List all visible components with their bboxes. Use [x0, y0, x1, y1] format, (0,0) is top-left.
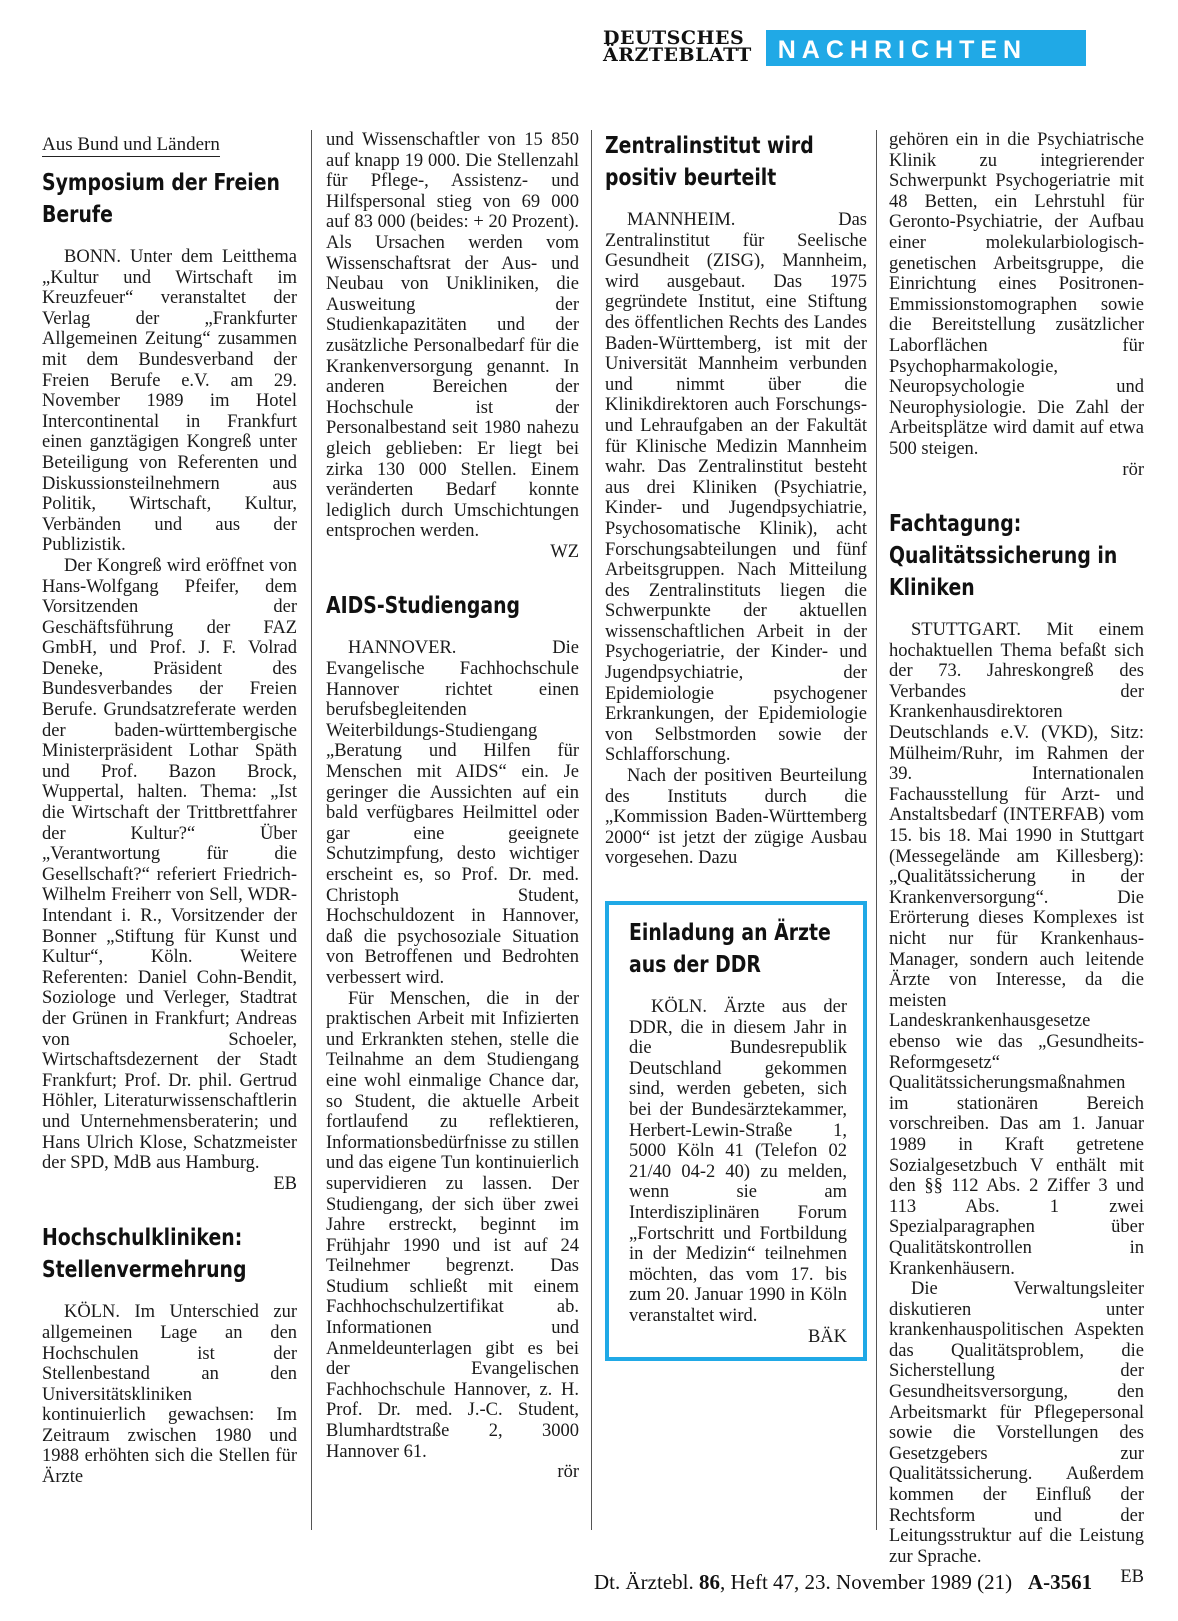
paragraph: HANNOVER. Die Evangelische Fachhochschule Hannover richtet einen berufsbegleitenden Weiterbildungs-Studiengang „Beratung und Hilfen für Menschen mit AIDS“ ein. Je geringer die Aussichten auf ein bald verfügbares Heilmittel oder gar eine geeignete Schutzimpfung, desto wichtiger erscheint es, so Prof. Dr. med. Christoph Student, Hochschuldozent in Hannover, daß die psychosoziale Situation von Betroffenen und Bedrohten verbessert wird. [326, 638, 579, 988]
footer-volume: 86 [698, 1570, 720, 1594]
journal-title-line2: ÄRZTEBLATT [603, 44, 752, 66]
headline-einladung: Einladung an Ärzte aus der DDR [629, 920, 831, 978]
column-rule [876, 130, 877, 1530]
info-box-ddr [605, 901, 867, 1361]
page-number: A-3561 [1027, 1570, 1093, 1594]
journal-title-line1: DEUTSCHES [603, 27, 745, 49]
paragraph: Die Verwaltungsleiter diskutieren unter krankenhauspolitischen Aspekten das Qualitätsproblem, die Sicherstellung der Gesundheitsversorgung, den Arbeitsmarkt für Pflegepersonal sowie die Vorstellungen des Gesetzgebers zur Qualitätssicherung. Außerdem kommen der Einfluß der Rechtsform und der Leitungsstruktur auf die Leistung zur Sprache. [889, 1279, 1144, 1567]
paragraph: und Wissenschaftler von 15 850 auf knapp 19 000. Die Stellenzahl für Pflege-, Assistenz- und Hilfspersonal stieg von 69 000 auf 83 000 (beides: + 20 Prozent). Als Ursachen werden vom Wissenschaftsrat der Aus- und Neubau von Unikliniken, die Ausweitung der Studienkapazitäten und der zusätzliche Personalbedarf für die Krankenversorgung genannt. In anderen Bereichen der Hochschule ist der Personalbestand seit 1980 nahezu gleich geblieben: Er liegt bei zirka 130 000 Stellen. Einem veränderten Bedarf konnte lediglich durch Umschichtungen entsprochen werden. [326, 130, 579, 542]
footer-issue: , Heft 47, 23. November 1989 (21) [719, 1570, 1013, 1594]
column-4 [889, 130, 1144, 1588]
article-hochschulkliniken-continued [326, 130, 579, 562]
column-3 [605, 130, 867, 1361]
paragraph: STUTTGART. Mit einem hochaktuellen Thema befaßt sich der 73. Jahreskongreß des Verbandes der Krankenhausdirektoren Deutschlands e.V. (VKD), Sitz: Mülheim/Ruhr, im Rahmen der 39. Internationalen Fachausstellung für Arzt- und Anstaltsbedarf (INTERFAB) vom 15. bis 18. Mai 1990 in Stuttgart (Messegelände am Killesberg): „Qualitätssicherung in der Krankenversorgung“. Die Erörterung dieses Komplexes ist nicht nur für Krankenhaus-Manager, sondern auch leitende Ärzte von Interesse, da die meisten Landeskrankenhausgesetze ebenso wie das „Gesundheits-Reformgesetz“ Qualitätssicherungsmaßnahmen im stationären Bereich vorschreiben. Das am 1. Januar 1989 in Kraft getretene Sozialgesetzbuch V enthält mit den §§ 112 Abs. 2 Ziffer 3 und 113 Abs. 1 zwei Spezialparagraphen über Qualitätskontrollen in Krankenhäusern. [889, 620, 1144, 1279]
paragraph: MANNHEIM. Das Zentralinstitut für Seelische Gesundheit (ZISG), Mannheim, wird ausgebaut. Das 1975 gegründete Institut, eine Stiftung des öffentlichen Rechts des Landes Baden-Württemberg, ist mit der Universität Mannheim verbunden und nimmt über die Klinikdirektoren auch Forschungs- und Lehraufgaben an der Fakultät für Klinische Medizin Mannheim wahr. Das Zentralinstitut besteht aus drei Kliniken (Psychiatrie, Kinder- und Jugendpsychiatrie, Psychosomatische Klinik), acht Forschungsabteilungen und fünf Arbeitsgruppen. Nach Mitteilung des Zentralinstituts liegen die Schwerpunkte der aktuellen wissenschaftlichen Arbeit in der Psychogeriatrie, der Kinder- und Jugendpsychiatrie, der Epidemiologie psychogener Erkrankungen, der Epidemiologie von Selbstmorden sowie der Schlafforschung. [605, 210, 867, 766]
paragraph: KÖLN. Im Unterschied zur allgemeinen Lage an den Hochschulen ist der Stellenbestand an den Universitätskliniken kontinuierlich gewachsen: Im Zeitraum zwischen 1980 und 1988 erhöhten sich die Stellen für Ärzte [42, 1302, 297, 1488]
column-2 [326, 130, 579, 1483]
paragraph: BONN. Unter dem Leitthema „Kultur und Wirtschaft im Kreuzfeuer“ veranstaltet der Verlag der „Frankfurter Allgemeinen Zeitung“ zusammen mit dem Bundesverband der Freien Berufe e.V. am 29. November 1989 im Hotel Intercontinental in Frankfurt einen ganztägigen Kongreß unter Beteiligung von Referenten und Diskussionsteilnehmern aus Politik, Wirtschaft, Kultur, Verbänden und aus der Publizistik. [42, 247, 297, 556]
column-rule [311, 130, 312, 1530]
article-zentralinstitut [605, 210, 867, 869]
journal-title [603, 27, 752, 66]
author-signature: EB [273, 1173, 297, 1194]
author-signature: WZ [550, 541, 579, 562]
headline-hochschulkliniken: Hochschulkliniken: Stellenvermehrung [42, 1225, 247, 1284]
author-signature: rör [1122, 459, 1144, 480]
column-1 [42, 130, 297, 1488]
article-zentralinstitut-continued [889, 130, 1144, 480]
paragraph: Für Menschen, die in der praktischen Arbeit mit Infizierten und Erkrankten stehen, stelle die Teilnahme an dem Studiengang eine wohl einmalige Chance dar, so Student, die aktuelle Arbeit fortlaufend zu reflektieren, Informationsbedürfnisse zu stillen und das eigene Tun kontinuierlich supervidieren zu lassen. Der Studiengang, der sich über zwei Jahre erstreckt, beginnt im Frühjahr 1990 und ist auf 24 Teilnehmer begrenzt. Das Studium schließt mit einem Fachhochschulzertifikat ab. Informationen und Anmeldeunterlagen gibt es bei der Evangelischen Fachhochschule Hannover, z. H. Prof. Dr. med. J.-C. Student, Blumhardtstraße 2, 3000 Hannover 61. [326, 988, 579, 1462]
headline-zentralinstitut: Zentralinstitut wird positiv beurteilt [605, 133, 814, 191]
headline-symposium: Symposium der Freien Berufe [42, 170, 280, 228]
paragraph: KÖLN. Ärzte aus der DDR, die in diesem Jahr in die Bundesrepublik Deutschland gekommen sind, werden gebeten, sich bei der Bundesärztekammer, Herbert-Lewin-Straße 1, 5000 Köln 41 (Telefon 02 21/40 04-2 40) zu melden, wenn sie am Interdisziplinären Forum „Fortschritt und Fortbildung in der Medizin“ teilnehmen möchten, das vom 17. bis zum 20. Januar 1990 in Köln veranstaltet wird. [629, 997, 847, 1326]
section-kicker: Aus Bund und Ländern [42, 134, 220, 155]
page-footer [594, 1570, 1092, 1595]
headline-fachtagung: Fachtagung: Qualitätssicherung in Kliniken [889, 511, 1118, 602]
article-fachtagung [889, 620, 1144, 1588]
author-signature: rör [557, 1462, 579, 1483]
article-symposium [42, 247, 297, 1194]
author-signature: EB [1120, 1567, 1144, 1588]
headline-aids-studiengang: AIDS-Studiengang [326, 593, 521, 620]
masthead [603, 27, 1086, 66]
article-einladung [629, 997, 847, 1347]
author-signature: BÄK [807, 1326, 847, 1347]
column-rule [591, 130, 592, 1530]
paragraph: Nach der positiven Beurteilung des Instituts durch die „Kommission Baden-Württemberg 2000“ ist jetzt der zügige Ausbau vorgesehen. Dazu [605, 766, 867, 869]
paragraph: Der Kongreß wird eröffnet von Hans-Wolfgang Pfeifer, dem Vorsitzenden der Geschäftsführung der FAZ GmbH, und Prof. J. F. Volrad Deneke, Präsident des Bundesverbandes der Freien Berufe. Grundsatzreferate werden der baden-württembergische Ministerpräsident Lothar Späth und Prof. Bazon Brock, Wuppertal, halten. Thema: „Ist die Wirtschaft der Trittbrettfahrer der Kultur?“ Über „Verantwortung für die Gesellschaft?“ referiert Friedrich-Wilhelm Freiherr von Sell, WDR-Intendant i. R., Vorsitzender der Bonner „Stiftung für Kunst und Kultur“, Köln. Weitere Referenten: Daniel Cohn-Bendit, Soziologe und Verleger, Stadtrat der Grünen in Frankfurt; Andreas von Schoeler, Wirtschaftsdezernent der Stadt Frankfurt; Prof. Dr. phil. Gertrud Höhler, Literaturwissenschaftlerin und Unternehmensberaterin; und Hans Ulrich Klose, Schatzmeister der SPD, MdB aus Hamburg. [42, 555, 297, 1174]
article-aids-studiengang [326, 638, 579, 1482]
article-hochschulkliniken [42, 1302, 297, 1487]
footer-journal: Dt. Ärztebl. [594, 1570, 694, 1594]
paragraph: gehören ein in die Psychiatrische Klinik zu integrierender Schwerpunkt Psychogeriatrie mit 48 Betten, ein Lehrstuhl für Geronto-Psychiatrie, der Aufbau einer molekularbiologisch-genetischen Arbeitsgruppe, die Einrichtung eines Positronen-Emmissionstomographen sowie die Bereitstellung zusätzlicher Laborflächen für Psychopharmakologie, Neuropsychologie und Neurophysiologie. Die Zahl der Arbeitsplätze wird damit auf etwa 500 steigen. [889, 130, 1144, 459]
section-badge: NACHRICHTEN [766, 30, 1086, 66]
